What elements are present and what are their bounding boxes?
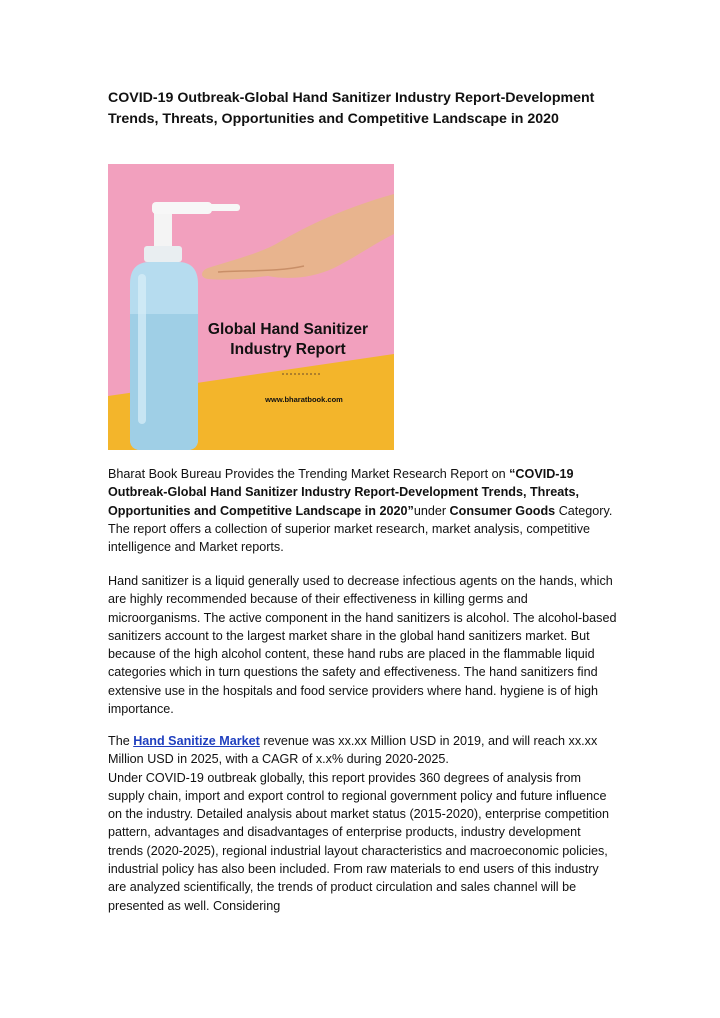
category-bold: Consumer Goods [449, 503, 556, 518]
analysis-text: Under COVID-19 outbreak globally, this report provides 360 degrees of analysis from supply chain, import and export control to regional government policy and future influence on the industry. Detailed analysis about market status (2015-2020), enterprise competition pattern, advantages and disadvantages of enterprise products, industry development trends (2020-2025), regional industrial layout characteristics and macroeconomic policies, industrial policy has also been included. From raw materials to end users of this industry are analyzed scientifically, the trends of product circulation and sales channel will be presented as well. Considering [108, 770, 609, 913]
hero-caption-line2: Industry Report [230, 341, 346, 358]
hero-image [108, 164, 394, 450]
intro-text: Bharat Book Bureau Provides the Trending Market Research Report on [108, 467, 510, 481]
definition-paragraph: Hand sanitizer is a liquid generally used to decrease infectious agents on the hands, which are highly recommended because of their effectiveness in killing germs and microorganisms. The active component in the hand sanitizers is alcohol. The alcohol-based sanitizers account to the largest market share in the global hand sanitizers market. But because of the high alcohol content, these hand rubs are placed in the flammable liquid categories which in turn questions the safety and effectiveness. The hand sanitizers find extensive use in the hospitals and food service providers where hand. hygiene is of high importance. [108, 574, 617, 717]
market-paragraph [108, 732, 618, 915]
document-title: COVID-19 Outbreak-Global Hand Sanitizer Industry Report-Development Trends, Threats, Opportunities and Competitive Landscape in 2020 [108, 90, 595, 127]
intro-paragraph [108, 465, 618, 556]
under-text: under [413, 503, 450, 518]
report-title-bold: “COVID-19 Outbreak-Global Hand Sanitizer Industry Report-Development Trends, Threats, Opportunities and Competitive Landscape in 2020” [108, 467, 579, 518]
intro-rest: Category. The report offers a collection of superior market research, market analysis, competitive intelligence and Market reports. [108, 503, 613, 555]
hand-sanitize-market-link[interactable]: Hand Sanitize Market [133, 734, 260, 748]
hero-caption-line1: Global Hand Sanitizer [207, 321, 369, 338]
hero-website: www.bharatbook.com [265, 395, 343, 404]
market-text-before: The [108, 734, 134, 748]
market-text-after: revenue was xx.xx Million USD in 2019, and will reach xx.xx Million USD in 2025, with a CAGR of x.x% during 2020-2025. [108, 734, 598, 767]
